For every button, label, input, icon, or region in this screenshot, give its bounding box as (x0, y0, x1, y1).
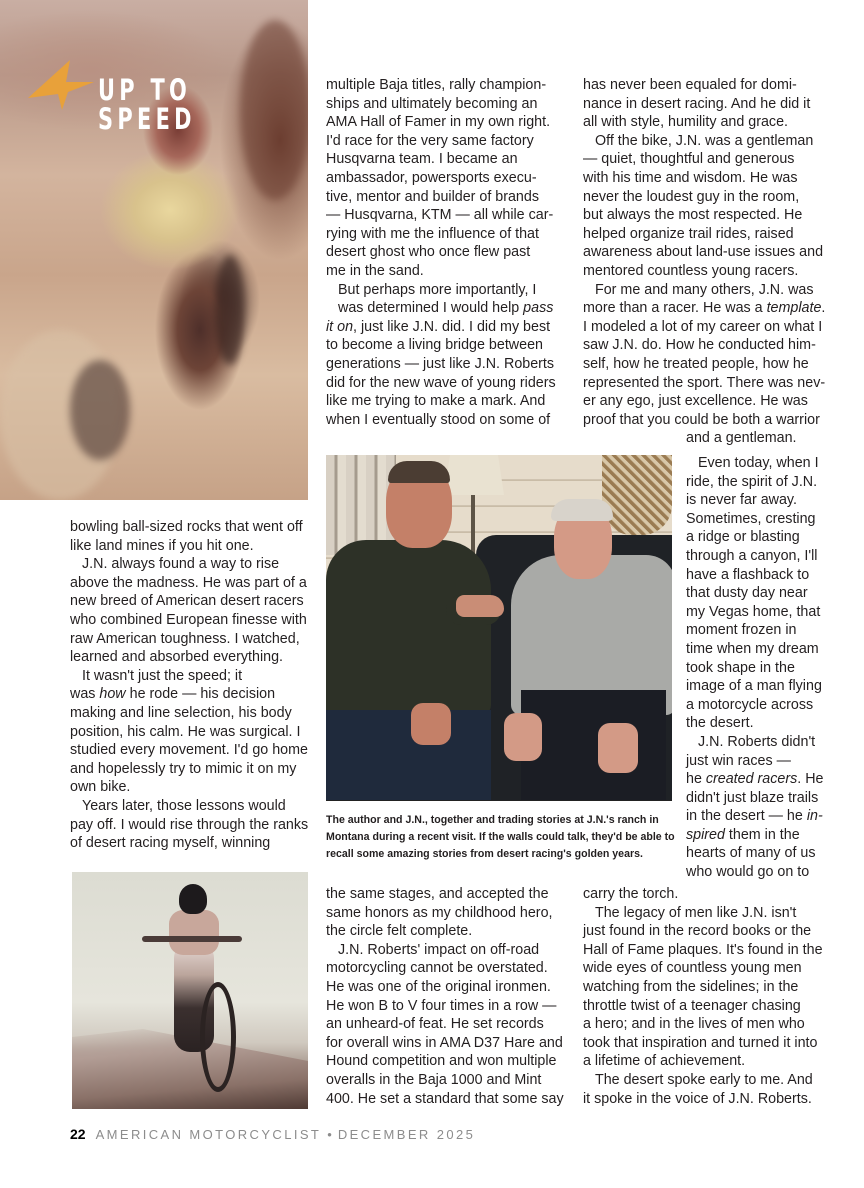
text-line: watching from the sidelines; in the (583, 978, 799, 995)
text-line: making and line selection, his body (70, 704, 292, 721)
text-line: an unheard-of feat. He set records (326, 1016, 544, 1033)
text-line: AMA Hall of Famer in my own right. (326, 114, 551, 131)
paragraph (583, 281, 833, 448)
text-line: through a canyon, I'll (686, 547, 818, 564)
text-line (583, 299, 833, 318)
paragraph (70, 667, 310, 797)
text-line: Hound competition and won multiple (326, 1053, 557, 1070)
page-number: 22 (70, 1126, 86, 1142)
text-run: , just like J.N. did. I did my best (353, 318, 551, 335)
text-line: like land mines if you hit one. (70, 537, 254, 554)
photo-detail (326, 710, 491, 800)
text-line: own bike. (70, 779, 131, 796)
text-line: and a gentleman. (686, 430, 797, 447)
text-line: self, how he treated people, how he (583, 355, 809, 372)
text-line: did for the new wave of young riders (326, 374, 556, 391)
text-line: above the madness. He was part of a (70, 574, 307, 591)
text-line: just win races — (686, 752, 791, 769)
text-line: is never far away. (686, 492, 797, 509)
text-line: new breed of American desert racers (70, 593, 304, 610)
text-line: with his time and wisdom. He was (583, 169, 798, 186)
emphasis: spired (686, 826, 725, 843)
text-line: Years later, those lessons would (82, 797, 286, 814)
text-line: Even today, when I (698, 455, 819, 471)
paragraph (70, 555, 310, 667)
text-line: to become a living bridge between (326, 337, 543, 354)
text-run: in the desert — he (686, 808, 807, 825)
paragraph (70, 518, 310, 555)
text-line: and hopelessly try to mimic it on my (70, 760, 297, 777)
emphasis: in- (806, 808, 823, 825)
text-line: throttle twist of a teenager chasing (583, 997, 801, 1014)
text-line: studied every movement. I'd go home (70, 742, 308, 759)
text-line: Sometimes, cresting (686, 510, 816, 527)
photo-detail (598, 723, 638, 773)
text-line: carry the torch. (583, 886, 679, 902)
text-line: when I eventually stood on some of (326, 411, 551, 428)
caption-line: Montana during a recent visit. If the walls could talk, they'd be able to (326, 831, 675, 843)
text-line: helped organize trail rides, raised (583, 225, 794, 242)
photo-detail (179, 884, 207, 914)
emphasis: template (766, 300, 822, 317)
text-line: bowling ball-sized rocks that went off (70, 519, 303, 535)
separator-bullet: • (327, 1127, 332, 1142)
text-line: for overall wins in AMA D37 Hare and (326, 1034, 563, 1051)
text-line: — Husqvarna, KTM — all while car- (326, 207, 554, 224)
article-column-3-middle (686, 454, 834, 882)
paragraph (326, 281, 572, 430)
text-line: generations — just like J.N. Roberts (326, 355, 555, 372)
text-line: Off the bike, J.N. was a gentleman (595, 132, 814, 149)
text-line: didn't just blaze trails (686, 789, 819, 806)
photo-detail (444, 455, 504, 495)
text-line: overalls in the Baja 1000 and Mint (326, 1071, 542, 1088)
text-line: He won B to V four times in a row — (326, 997, 557, 1014)
text-line: it spoke in the voice of J.N. Roberts. (583, 1090, 812, 1107)
text-line: represented the sport. There was nev- (583, 374, 826, 391)
text-run: . He (797, 771, 824, 788)
text-line (686, 807, 834, 826)
text-line: motorcycling cannot be overstated. (326, 960, 548, 977)
article-column-3-top (583, 76, 833, 448)
text-line: J.N. Roberts didn't (698, 733, 816, 750)
text-run: was determined I would help (338, 300, 524, 317)
paragraph (326, 941, 572, 1108)
text-line: position, his calm. He was surgical. I (70, 723, 301, 740)
photo-detail (521, 690, 666, 800)
page-footer (70, 1126, 475, 1143)
text-line (326, 299, 572, 318)
text-line: multiple Baja titles, rally champion- (326, 77, 547, 93)
text-line: learned and absorbed everything. (70, 649, 284, 666)
paragraph (583, 1071, 833, 1108)
text-line: has never been equaled for domi- (583, 77, 797, 93)
paragraph (686, 733, 834, 882)
emphasis: how (99, 686, 126, 703)
text-line: the desert. (686, 715, 754, 732)
text-line: like me trying to make a mark. And (326, 393, 546, 410)
photo-detail (169, 910, 219, 955)
photo-detail (142, 936, 242, 942)
jump-photo-desert-rider (72, 872, 308, 1109)
article-column-2-top (326, 76, 572, 429)
text-line: my Vegas home, that (686, 603, 821, 620)
text-line: same honors as my childhood hero, (326, 904, 553, 921)
text-line (686, 770, 834, 789)
text-run: them in the (724, 826, 800, 843)
text-line: ships and ultimately becoming an (326, 95, 538, 112)
paragraph (326, 885, 572, 941)
photo-detail (504, 713, 542, 761)
text-line: — quiet, thoughtful and generous (583, 151, 795, 168)
text-line: have a flashback to (686, 566, 810, 583)
photo-detail (388, 461, 450, 483)
text-line: I modeled a lot of my career on what I (583, 318, 823, 335)
paragraph (686, 454, 834, 733)
text-line: me in the sand. (326, 262, 424, 279)
text-line: pay off. I would rise through the ranks (70, 816, 309, 833)
star-burst-icon (28, 60, 94, 110)
photo-detail (602, 455, 672, 535)
text-line: Husqvarna team. I became an (326, 151, 518, 168)
text-line: of desert racing myself, winning (70, 835, 271, 852)
text-line: 400. He set a standard that some say (326, 1090, 564, 1107)
photo-detail (411, 703, 451, 745)
text-line: who combined European finesse with (70, 611, 307, 628)
paragraph (583, 132, 833, 281)
photo-detail (70, 360, 130, 460)
text-line: a lifetime of achievement. (583, 1053, 746, 1070)
text-line: that dusty day near (686, 585, 808, 602)
photo-detail (326, 540, 491, 715)
paragraph (70, 797, 310, 853)
text-line: nance in desert racing. And he did it (583, 95, 811, 112)
text-line: Hall of Fame plaques. It's found in the (583, 941, 823, 958)
text-line: never the loudest guy in the room, (583, 188, 800, 205)
publication-name: AMERICAN MOTORCYCLIST (95, 1127, 322, 1142)
text-line: The desert spoke early to me. And (595, 1071, 813, 1088)
text-line: all with style, humility and grace. (583, 114, 789, 131)
text-line (70, 685, 310, 704)
issue-date: DECEMBER 2025 (337, 1127, 476, 1142)
article-column-1 (70, 518, 310, 853)
text-line: ambassador, powersports execu- (326, 169, 537, 186)
text-line: just found in the record books or the (583, 923, 812, 940)
photo-detail (200, 982, 236, 1092)
text-line: saw J.N. do. How he conducted him- (583, 337, 816, 354)
text-line: er any ego, just excellence. He was (583, 393, 808, 410)
text-line: raw American toughness. I watched, (70, 630, 300, 647)
text-line: the circle felt complete. (326, 923, 473, 940)
text-line: took shape in the (686, 659, 795, 676)
text-line: took that inspiration and turned it into (583, 1034, 818, 1051)
text-run: he rode — his decision (125, 686, 276, 703)
text-line: awareness about land-use issues and (583, 244, 824, 261)
photo-caption (326, 812, 675, 863)
text-line: mentored countless young racers. (583, 262, 799, 279)
text-lines (326, 336, 572, 429)
text-line: J.N. Roberts' impact on off-road (338, 941, 540, 958)
text-line: proof that you could be both a warrior (583, 411, 820, 428)
text-line: tive, mentor and builder of brands (326, 188, 539, 205)
text-line: image of a man flying (686, 678, 822, 695)
article-column-3-bottom (583, 885, 833, 1108)
text-line (326, 318, 572, 337)
hero-photo-desert-racer (0, 0, 308, 500)
photo-detail (551, 499, 613, 521)
text-line: moment frozen in (686, 622, 797, 639)
text-run: . (821, 300, 826, 317)
text-line: a ridge or blasting (686, 529, 800, 546)
caption-line: The author and J.N., together and trading stories at J.N.'s ranch in (326, 814, 659, 826)
text-line: But perhaps more importantly, I (338, 281, 537, 298)
text-run: more than a racer. He was a (583, 300, 767, 317)
emphasis: it on (326, 318, 354, 335)
text-line: a motorcycle across (686, 696, 814, 713)
photo-detail (456, 595, 504, 617)
text-line: time when my dream (686, 640, 819, 657)
photo-detail (215, 255, 245, 365)
text-lines (686, 844, 834, 881)
text-line: For me and many others, J.N. was (595, 281, 814, 298)
text-line: desert ghost who once flew past (326, 244, 531, 261)
text-lines (583, 318, 833, 430)
text-line: but always the most respected. He (583, 207, 803, 224)
text-line: rying with me the influence of that (326, 225, 539, 242)
text-line: It wasn't just the speed; it (82, 667, 243, 684)
text-run: was (70, 686, 100, 703)
text-line: who would go on to (686, 864, 810, 881)
text-line: He was one of the original ironmen. (326, 978, 551, 995)
caption-line: recall some amazing stories from desert racing's golden years. (326, 848, 643, 860)
text-line: I'd race for the very same factory (326, 132, 534, 149)
section-title: UP TO SPEED (98, 73, 196, 136)
paragraph (583, 904, 833, 1071)
paragraph (326, 76, 572, 281)
text-line: J.N. always found a way to rise (82, 556, 280, 573)
paragraph (583, 76, 833, 132)
portrait-photo-author-and-jn (326, 455, 672, 801)
article-column-2-bottom (326, 885, 572, 1108)
text-line: the same stages, and accepted the (326, 886, 549, 902)
text-line: The legacy of men like J.N. isn't (595, 904, 797, 921)
text-run: he (686, 771, 706, 788)
text-line: wide eyes of countless young men (583, 960, 802, 977)
text-line: a hero; and in the lives of men who (583, 1016, 805, 1033)
text-line: hearts of many of us (686, 845, 816, 862)
emphasis: pass (523, 300, 554, 317)
text-line: ride, the spirit of J.N. (686, 473, 818, 490)
emphasis: created racers (705, 771, 798, 788)
text-line (686, 826, 834, 845)
photo-detail (240, 20, 308, 200)
paragraph (583, 885, 833, 904)
